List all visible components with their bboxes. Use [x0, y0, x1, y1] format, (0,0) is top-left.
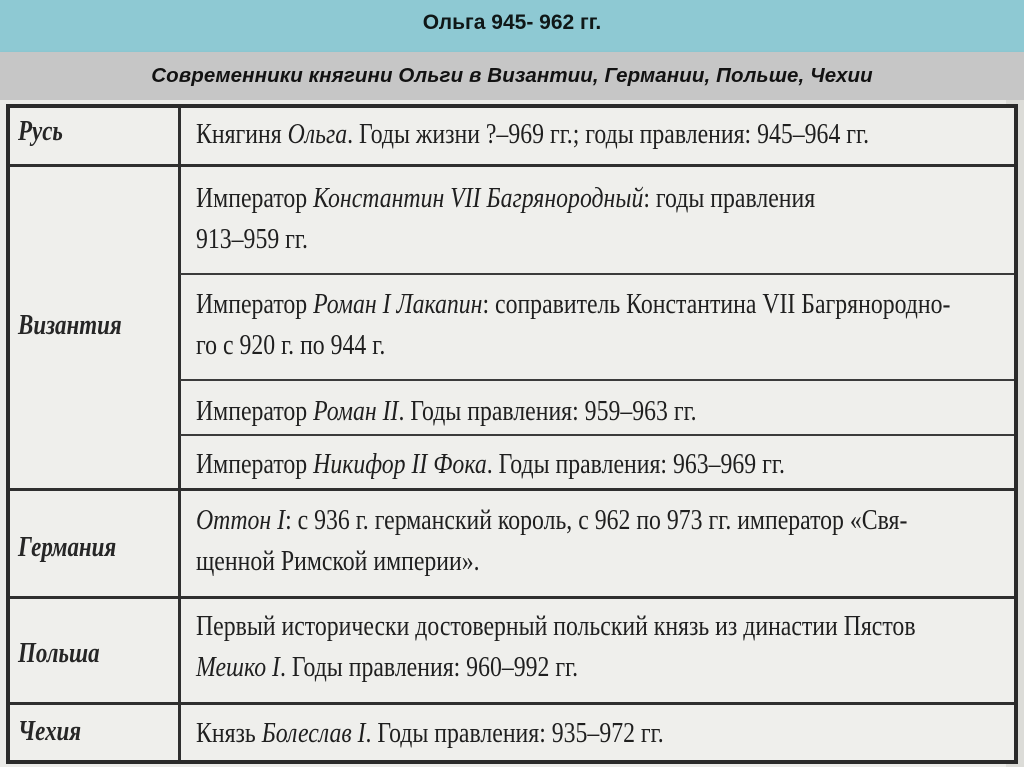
row-divider	[10, 164, 1014, 167]
cell-text: Император	[196, 448, 314, 480]
cell-boleslaus	[196, 713, 1000, 754]
row-divider	[10, 702, 1014, 705]
cell-text: Князь	[196, 717, 262, 749]
cell-text: . Годы правления: 959–963 гг.	[398, 395, 697, 427]
sub-row-divider	[180, 434, 1014, 436]
cell-text: го с 920 г. по 944 г.	[196, 329, 386, 361]
cell-text: Император	[196, 182, 314, 214]
sub-row-divider	[180, 273, 1014, 275]
ruler-name: Болеслав I	[261, 717, 366, 749]
cell-text: Император	[196, 395, 314, 427]
row-divider	[10, 596, 1014, 599]
cell-text: Первый исторически достоверный польский князь из династии Пястов	[196, 610, 916, 642]
cell-roman-2	[196, 391, 1000, 432]
cell-text: щенной Римской империи».	[196, 545, 480, 577]
cell-text: : годы правления	[643, 182, 816, 214]
ruler-name: Константин VII Багрянородный	[313, 182, 644, 214]
cell-roman-1	[196, 284, 1000, 366]
cell-text: 913–959 гг.	[196, 223, 308, 255]
ruler-name: Оттон I	[196, 504, 286, 536]
cell-text: Княгиня	[196, 118, 288, 150]
cell-text: . Годы жизни ?–969 гг.; годы правления: 945–964 гг.	[347, 118, 870, 150]
ruler-name: Роман II	[313, 395, 399, 427]
cell-text: . Годы правления: 935–972 гг.	[365, 717, 664, 749]
cell-text: Император	[196, 288, 314, 320]
cell-text: . Годы правления: 960–992 гг.	[279, 651, 579, 683]
cell-text: . Годы правления: 963–969 гг.	[486, 448, 785, 480]
cell-text: : с 936 г. германский король, с 962 по 973 гг. император «Свя-	[285, 504, 908, 536]
ruler-name: Мешко I	[196, 651, 280, 683]
row-divider	[10, 488, 1014, 491]
cell-rus	[196, 114, 1000, 155]
ruler-name: Никифор II Фока	[313, 448, 487, 480]
slide-title: Ольга 945- 962 гг.	[422, 11, 602, 34]
ruler-name: Ольга	[287, 118, 348, 150]
scanned-table-image	[0, 100, 1024, 767]
country-czech: Чехия	[18, 716, 82, 747]
ruler-name: Роман I Лакапин	[313, 288, 483, 320]
slide-subtitle: Современники княгини Ольги в Византии, Германии, Польше, Чехии	[151, 64, 873, 87]
country-byzantium: Византия	[18, 310, 122, 341]
cell-text: : соправитель Константина VII Багрянородно-	[482, 288, 951, 320]
cell-nikephoros	[196, 444, 1000, 485]
sub-row-divider	[180, 379, 1014, 381]
cell-constantine	[196, 178, 1000, 260]
subtitle-bar	[0, 52, 1024, 100]
title-bar	[0, 0, 1024, 52]
country-poland: Польша	[18, 638, 100, 669]
cell-mieszko	[196, 606, 1000, 688]
cell-otto	[196, 500, 1000, 582]
contemporaries-table	[6, 104, 1018, 764]
country-germany: Германия	[18, 532, 117, 563]
country-rus: Русь	[18, 116, 63, 147]
